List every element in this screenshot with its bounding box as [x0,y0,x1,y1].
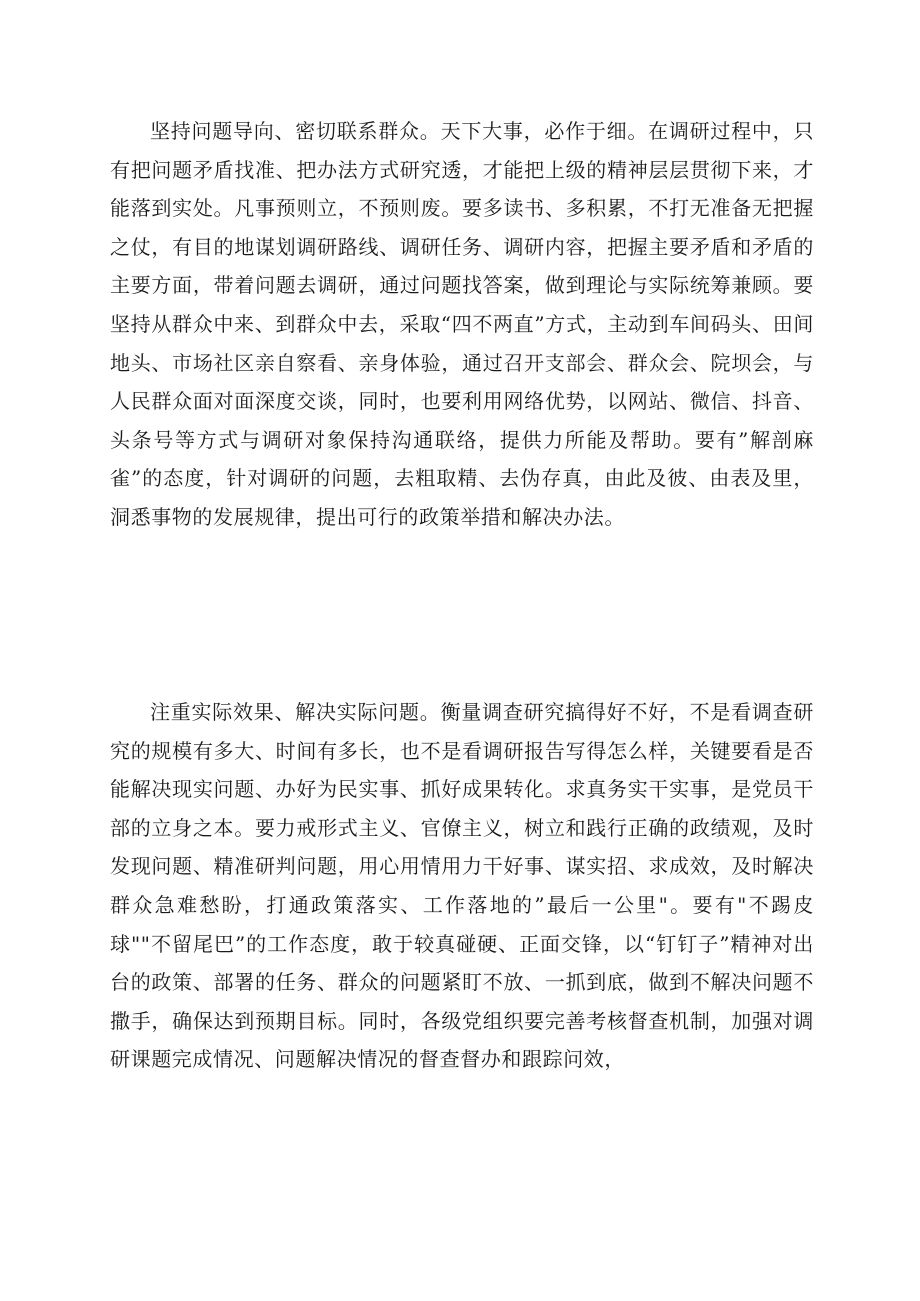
paragraph-practical-results: 注重实际效果、解决实际问题。衡量调查研究搞得好不好，不是看调查研究的规模有多大、时间有多长，也不是看调研报告写得怎么样，关键要看是否能解决现实问题、办好为民实事、抓好成果转化。求真务实干实事，是党员干部的立身之本。要力戒形式主义、官僚主义，树立和践行正确的政绩观，及时发现问题、精准研判问题，用心用情用力干好事、谋实招、求成效，及时解决群众急难愁盼，打通政策落实、工作落地的”最后一公里"。要有"不踢皮球""不留尾巴”的工作态度，敢于较真碰硬、正面交锋，以“钉钉子”精神对出台的政策、部署的任务、群众的问题紧盯不放、一抓到底，做到不解决问题不撒手，确保达到预期目标。同时，各级党组织要完善考核督查机制，加强对调研课题完成情况、问题解决情况的督查督办和跟踪问效， [110,700,814,1072]
paragraph-problem-oriented: 坚持问题导向、密切联系群众。天下大事，必作于细。在调研过程中，只有把问题矛盾找准、把办法方式研究透，才能把上级的精神层层贯彻下来，才能落到实处。凡事预则立，不预则废。要多读书、多积累，不打无准备无把握之仗，有目的地谋划调研路线、调研任务、调研内容，把握主要矛盾和矛盾的主要方面，带着问题去调研，通过问题找答案，做到理论与实际统筹兼顾。要坚持从群众中来、到群众中去，采取“四不两直”方式，主动到车间码头、田间地头、市场社区亲自察看、亲身体验，通过召开支部会、群众会、院坝会，与人民群众面对面深度交谈，同时，也要利用网络优势，以网站、微信、抖音、头条号等方式与调研对象保持沟通联络，提供力所能及帮助。要有”解剖麻雀”的态度，针对调研的问题，去粗取精、去伪存真，由此及彼、由表及里，洞悉事物的发展规律，提出可行的政策举措和解决办法。 [110,119,814,529]
